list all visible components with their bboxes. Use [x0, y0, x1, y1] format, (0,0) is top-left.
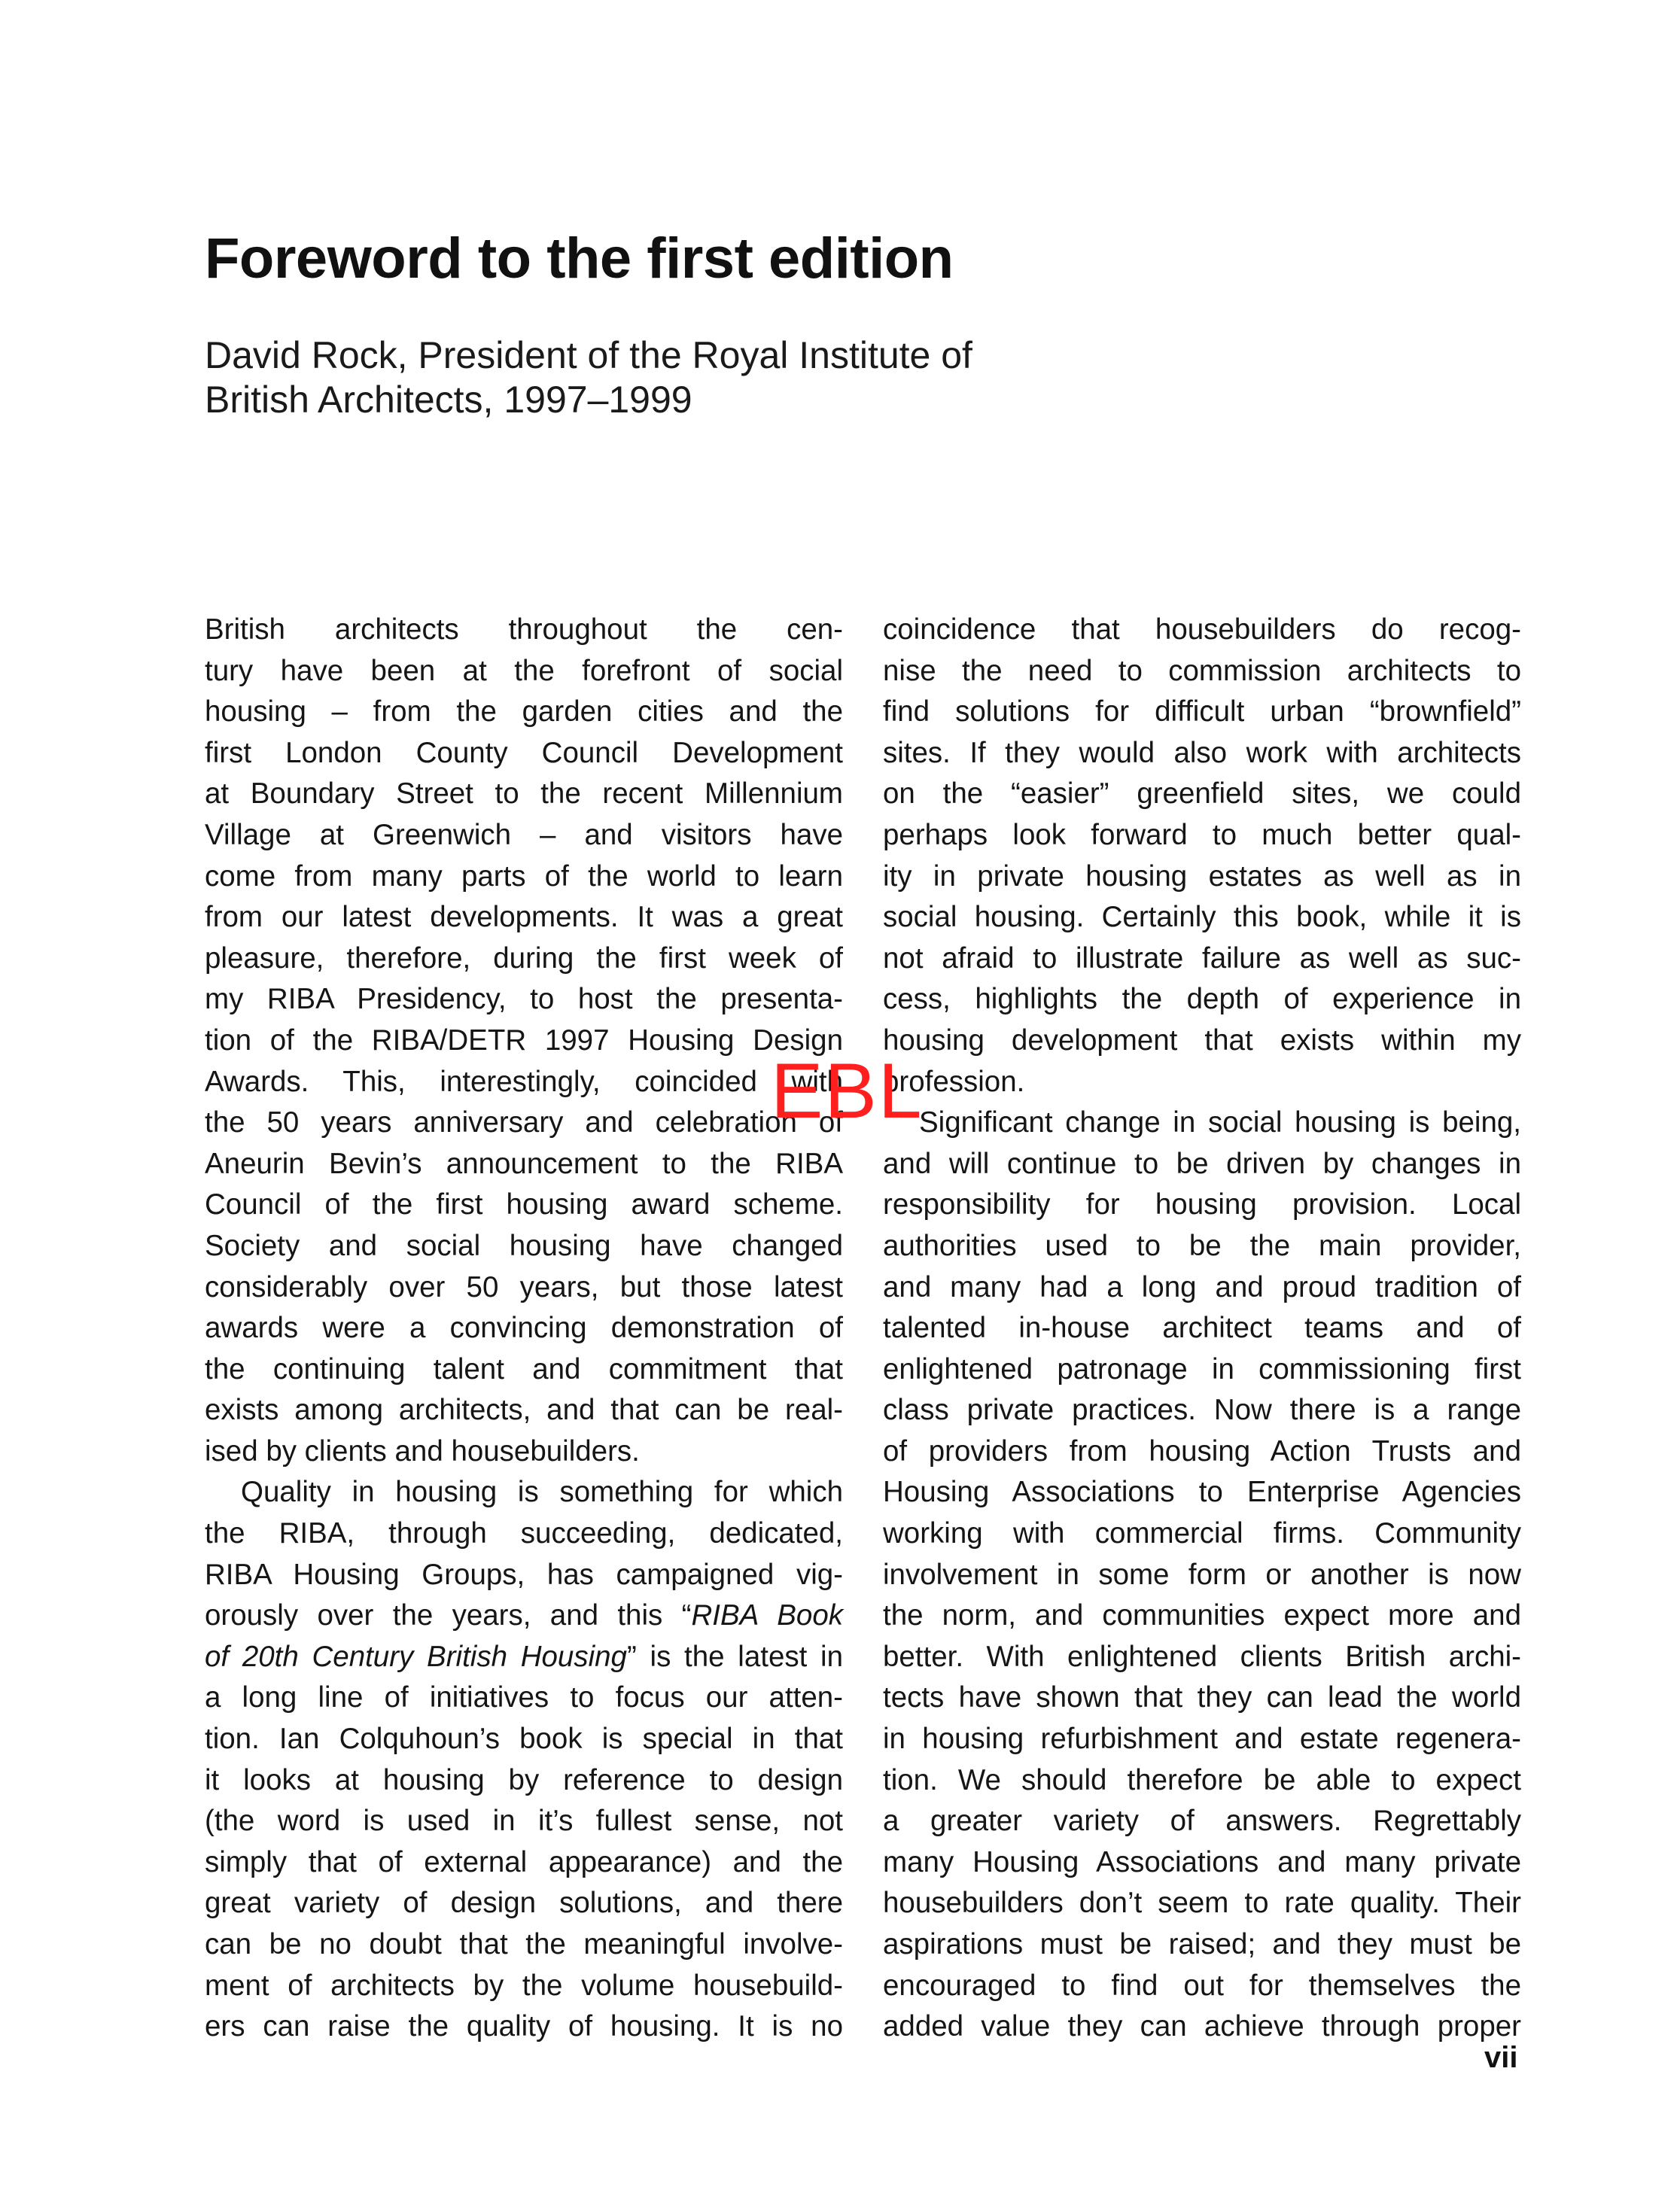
text-line: at Boundary Street to the recent Millennium — [205, 777, 843, 811]
text-run: orously over the years, and this “ — [205, 1599, 692, 1632]
text-line: and many had a long and proud tradition of — [883, 1270, 1521, 1303]
text-line: tects have shown that they can lead the world — [883, 1681, 1521, 1714]
text-line: nise the need to commission architects to — [883, 654, 1521, 687]
text-line: and will continue to be driven by changes in — [883, 1147, 1521, 1180]
text-line: Significant change in social housing is being, — [919, 1106, 1521, 1139]
text-line: working with commercial firms. Community — [883, 1517, 1521, 1550]
text-line: Council of the first housing award scheme. — [205, 1188, 843, 1221]
text-line: coincidence that housebuilders do recog- — [883, 613, 1521, 646]
text-line: cess, highlights the depth of experience in — [883, 983, 1521, 1016]
text-line: RIBA Housing Groups, has campaigned vig- — [205, 1558, 843, 1591]
text-line: Housing Associations to Enterprise Agencies — [883, 1476, 1521, 1509]
text-line: better. With enlightened clients British archi- — [883, 1640, 1521, 1673]
text-line: profession. — [883, 1065, 1025, 1098]
book-title-italic: RIBA Book — [691, 1599, 843, 1632]
book-title-italic: of 20th Century British Housing — [205, 1640, 627, 1673]
ebl-watermark: EBL — [771, 1048, 924, 1135]
text-line: on the “easier” greenfield sites, we could — [883, 777, 1521, 811]
text-line: housing development that exists within my — [883, 1024, 1521, 1057]
text-line: in housing refurbishment and estate regenera- — [883, 1723, 1521, 1756]
text-line: Quality in housing is something for which — [241, 1476, 843, 1509]
text-line: tury have been at the forefront of social — [205, 654, 843, 687]
text-line: ised by clients and housebuilders. — [205, 1434, 640, 1468]
text-line: many Housing Associations and many private — [883, 1845, 1521, 1878]
text-line: awards were a convincing demonstration of — [205, 1312, 843, 1345]
text-line: come from many parts of the world to learn — [205, 859, 843, 893]
text-line: great variety of design solutions, and there — [205, 1887, 843, 1920]
text-line: it looks at housing by reference to design — [205, 1763, 843, 1796]
text-line: perhaps look forward to much better qual- — [883, 818, 1521, 851]
text-line — [205, 1595, 843, 1637]
text-line: considerably over 50 years, but those latest — [205, 1270, 843, 1303]
text-line: Society and social housing have changed — [205, 1229, 843, 1262]
text-line: class private practices. Now there is a range — [883, 1394, 1521, 1427]
left-text-column — [205, 610, 843, 2048]
text-line: the norm, and communities expect more and — [883, 1599, 1521, 1632]
text-line: tion. We should therefore be able to expect — [883, 1763, 1521, 1796]
text-line: enlightened patronage in commissioning first — [883, 1352, 1521, 1386]
text-line: Awards. This, interestingly, coincided with — [205, 1065, 843, 1098]
text-line: ment of architects by the volume housebuild- — [205, 1969, 843, 2002]
text-line: find solutions for difficult urban “brownfield” — [883, 695, 1521, 728]
text-line: tion. Ian Colquhoun’s book is special in that — [205, 1723, 843, 1756]
subtitle-line: British Architects, 1997–1999 — [205, 379, 692, 421]
text-line: not afraid to illustrate failure as well as suc- — [883, 941, 1521, 975]
subtitle-line: David Rock, President of the Royal Institute of — [205, 334, 972, 376]
text-line: ity in private housing estates as well as in — [883, 859, 1521, 893]
text-line: Village at Greenwich – and visitors have — [205, 818, 843, 851]
text-line: my RIBA Presidency, to host the presenta- — [205, 983, 843, 1016]
text-line: housebuilders don’t seem to rate quality. Their — [883, 1887, 1521, 1920]
text-line: simply that of external appearance) and the — [205, 1845, 843, 1878]
text-line: exists among architects, and that can be real- — [205, 1394, 843, 1427]
text-run: ” is the latest in — [626, 1640, 843, 1673]
text-line: British architects throughout the cen- — [205, 613, 843, 646]
text-line: first London County Council Development — [205, 736, 843, 769]
text-line: sites. If they would also work with architects — [883, 736, 1521, 769]
text-line: involvement in some form or another is now — [883, 1558, 1521, 1591]
text-line: social housing. Certainly this book, while it is — [883, 901, 1521, 934]
text-line: tion of the RIBA/DETR 1997 Housing Design — [205, 1024, 843, 1057]
page-number: vii — [1484, 2041, 1518, 2074]
text-line: talented in-house architect teams and of — [883, 1312, 1521, 1345]
text-line: encouraged to find out for themselves the — [883, 1969, 1521, 2002]
text-line: pleasure, therefore, during the first week of — [205, 941, 843, 975]
text-line: the continuing talent and commitment that — [205, 1352, 843, 1386]
text-line: from our latest developments. It was a great — [205, 901, 843, 934]
text-line: the 50 years anniversary and celebration of — [205, 1106, 843, 1139]
text-line: a long line of initiatives to focus our atten- — [205, 1681, 843, 1714]
right-text-column — [883, 610, 1521, 2048]
text-line: a greater variety of answers. Regrettably — [883, 1805, 1521, 1838]
text-line: the RIBA, through succeeding, dedicated, — [205, 1517, 843, 1550]
text-line: housing – from the garden cities and the — [205, 695, 843, 728]
text-line: aspirations must be raised; and they must be — [883, 1928, 1521, 1960]
page-subtitle — [205, 333, 972, 422]
text-line: added value they can achieve through proper — [883, 2010, 1521, 2043]
text-line: ers can raise the quality of housing. It is no — [205, 2010, 843, 2043]
text-line: responsibility for housing provision. Local — [883, 1188, 1521, 1221]
text-line — [205, 1637, 843, 1678]
text-line: authorities used to be the main provider, — [883, 1229, 1521, 1262]
text-line: (the word is used in it’s fullest sense, not — [205, 1805, 843, 1838]
page-title: Foreword to the first edition — [205, 227, 954, 290]
text-line: Aneurin Bevin’s announcement to the RIBA — [205, 1147, 843, 1180]
text-line: of providers from housing Action Trusts and — [883, 1434, 1521, 1468]
text-line: can be no doubt that the meaningful involve- — [205, 1928, 843, 1960]
